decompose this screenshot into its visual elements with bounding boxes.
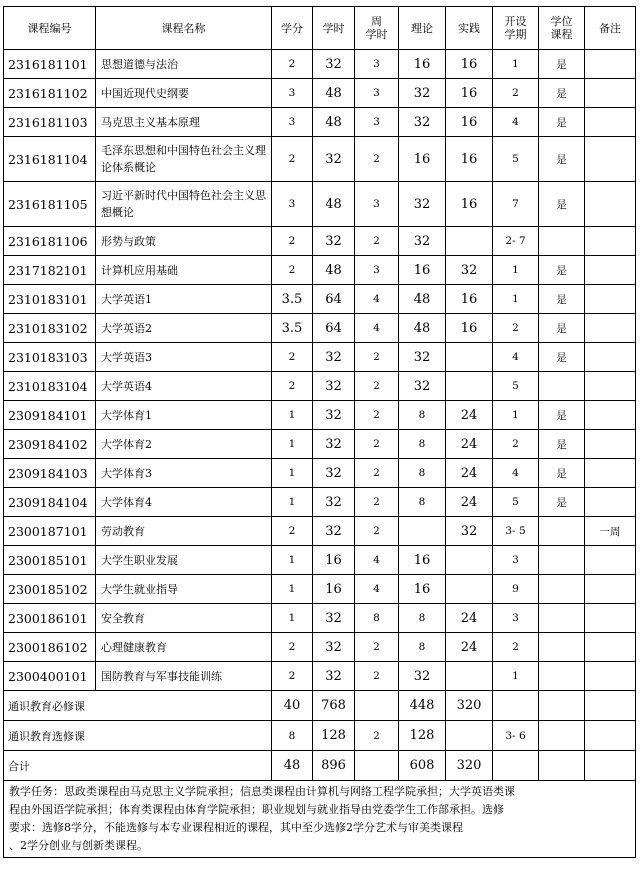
table-row [4,343,636,372]
note-line: 程由外国语学院承担；体育类课程由体育学院承担；职业规划与就业指导由党委学生工作部承担。选修 [9,803,504,816]
course-hours: 64 [313,314,355,343]
course-name: 大学体育3 [96,459,272,488]
course-remark [585,372,636,401]
course-theory: 32 [399,662,446,691]
course-degree [539,546,585,575]
summary-hours: 768 [313,691,355,721]
course-name: 大学英语3 [96,343,272,372]
course-hours: 32 [313,459,355,488]
table-row [4,314,636,343]
course-credit: 3 [272,108,313,137]
course-credit: 1 [272,575,313,604]
course-degree [539,575,585,604]
course-term: 5 [493,372,539,401]
course-credit: 1 [272,430,313,459]
course-credit: 2 [272,372,313,401]
course-term: 1 [493,401,539,430]
course-degree: 是 [539,108,585,137]
course-remark [585,401,636,430]
course-code: 2316181106 [4,227,96,256]
course-term: 4 [493,108,539,137]
course-name: 国防教育与军事技能训练 [96,662,272,691]
course-degree: 是 [539,182,585,227]
course-term: 2 [493,430,539,459]
course-practice: 16 [446,314,493,343]
table-row [4,662,636,691]
course-remark [585,285,636,314]
course-remark [585,633,636,662]
course-term: 1 [493,50,539,79]
summary-label: 通识教育选修课 [4,721,272,751]
course-weekly: 4 [355,575,399,604]
summary-credit: 48 [272,751,313,781]
table-row [4,604,636,633]
header-degree [539,7,585,50]
course-code: 2309184104 [4,488,96,517]
summary-theory: 128 [399,721,446,751]
summary-remark [585,751,636,781]
header-weekly-line2: 学时 [365,28,388,41]
course-practice: 16 [446,182,493,227]
header-credit: 学分 [272,7,313,50]
table-row [4,256,636,285]
course-remark: 一周 [585,517,636,546]
course-weekly: 4 [355,285,399,314]
summary-practice: 320 [446,691,493,721]
summary-weekly: 2 [355,721,399,751]
course-name: 大学英语2 [96,314,272,343]
course-credit: 2 [272,256,313,285]
course-practice: 16 [446,108,493,137]
course-remark [585,459,636,488]
course-hours: 48 [313,256,355,285]
course-remark [585,314,636,343]
course-practice: 16 [446,50,493,79]
course-term: 5 [493,137,539,182]
course-weekly: 2 [355,401,399,430]
header-name: 课程名称 [96,7,272,50]
course-hours: 32 [313,401,355,430]
header-theory: 理论 [399,7,446,50]
header-degree-line2: 课程 [550,28,573,41]
course-name: 大学体育2 [96,430,272,459]
course-name: 马克思主义基本原理 [96,108,272,137]
note-line: 要求：选修8学分，不能选修与本专业课程相近的课程，其中至少选修2学分艺术与审美类课程 [9,821,463,834]
summary-term [493,751,539,781]
course-hours: 16 [313,546,355,575]
course-hours: 32 [313,227,355,256]
course-practice: 32 [446,256,493,285]
course-name: 大学英语4 [96,372,272,401]
course-code: 2309184101 [4,401,96,430]
course-weekly: 2 [355,137,399,182]
course-code: 2300186101 [4,604,96,633]
course-hours: 64 [313,285,355,314]
course-code: 2310183104 [4,372,96,401]
course-theory: 8 [399,459,446,488]
course-term: 3 [493,546,539,575]
course-theory: 16 [399,546,446,575]
course-degree: 是 [539,256,585,285]
course-name: 大学生职业发展 [96,546,272,575]
course-degree [539,604,585,633]
course-degree [539,662,585,691]
course-degree [539,227,585,256]
course-degree [539,633,585,662]
course-term: 7 [493,182,539,227]
course-name: 安全教育 [96,604,272,633]
summary-practice [446,721,493,751]
course-weekly: 2 [355,430,399,459]
course-code: 2316181105 [4,182,96,227]
summary-degree [539,721,585,751]
course-code: 2317182101 [4,256,96,285]
course-weekly: 3 [355,108,399,137]
header-code: 课程编号 [4,7,96,50]
course-plan-table [3,6,635,858]
summary-row [4,691,636,721]
course-theory: 8 [399,430,446,459]
course-remark [585,662,636,691]
summary-label: 合计 [4,751,272,781]
summary-row [4,751,636,781]
table-row [4,108,636,137]
course-weekly: 3 [355,182,399,227]
course-credit: 1 [272,459,313,488]
course-weekly: 2 [355,517,399,546]
course-practice [446,343,493,372]
summary-remark [585,691,636,721]
summary-row [4,721,636,751]
header-practice: 实践 [446,7,493,50]
table-row [4,546,636,575]
course-credit: 2 [272,343,313,372]
course-remark [585,343,636,372]
course-weekly: 4 [355,314,399,343]
course-theory: 16 [399,575,446,604]
course-code: 2309184102 [4,430,96,459]
course-code: 2316181102 [4,79,96,108]
course-name: 大学生就业指导 [96,575,272,604]
summary-credit: 8 [272,721,313,751]
course-credit: 1 [272,401,313,430]
course-credit: 3 [272,79,313,108]
header-weekly-line1: 周 [371,15,382,28]
course-weekly: 2 [355,343,399,372]
course-theory: 16 [399,50,446,79]
course-term: 3 [493,604,539,633]
course-name: 大学体育4 [96,488,272,517]
course-weekly: 3 [355,256,399,285]
course-practice: 24 [446,488,493,517]
course-term: 2- 7 [493,227,539,256]
course-hours: 16 [313,575,355,604]
course-degree: 是 [539,488,585,517]
course-weekly: 3 [355,79,399,108]
course-weekly: 2 [355,372,399,401]
course-code: 2316181103 [4,108,96,137]
course-practice [446,372,493,401]
course-degree: 是 [539,343,585,372]
course-degree: 是 [539,137,585,182]
course-theory: 32 [399,227,446,256]
course-credit: 1 [272,604,313,633]
course-term: 4 [493,343,539,372]
course-code: 2316181101 [4,50,96,79]
summary-theory: 608 [399,751,446,781]
table-row [4,517,636,546]
course-hours: 32 [313,517,355,546]
course-degree: 是 [539,459,585,488]
teaching-note [4,781,636,858]
course-weekly: 2 [355,227,399,256]
course-name: 大学英语1 [96,285,272,314]
course-code: 2300400101 [4,662,96,691]
course-practice: 24 [446,459,493,488]
course-theory: 8 [399,401,446,430]
table-row [4,227,636,256]
course-degree: 是 [539,314,585,343]
course-code: 2316181104 [4,137,96,182]
course-remark [585,575,636,604]
header-row [4,7,636,50]
course-theory: 8 [399,488,446,517]
course-remark [585,137,636,182]
course-remark [585,227,636,256]
course-hours: 32 [313,633,355,662]
course-hours: 32 [313,662,355,691]
course-degree [539,517,585,546]
course-hours: 48 [313,182,355,227]
course-theory: 16 [399,137,446,182]
course-credit: 1 [272,488,313,517]
course-hours: 32 [313,488,355,517]
summary-remark [585,721,636,751]
course-weekly: 2 [355,459,399,488]
course-name: 劳动教育 [96,517,272,546]
summary-hours: 896 [313,751,355,781]
header-weekly [355,7,399,50]
course-term: 3- 5 [493,517,539,546]
summary-practice: 320 [446,751,493,781]
course-code: 2310183101 [4,285,96,314]
table-row [4,50,636,79]
course-name: 毛泽东思想和中国特色社会主义理论体系概论 [96,137,272,182]
header-remark: 备注 [585,7,636,50]
course-name: 形势与政策 [96,227,272,256]
course-weekly: 2 [355,488,399,517]
table-row [4,575,636,604]
course-remark [585,79,636,108]
course-remark [585,604,636,633]
header-term-line2: 学期 [504,28,527,41]
course-theory: 8 [399,633,446,662]
summary-weekly [355,751,399,781]
course-term: 1 [493,256,539,285]
course-term: 1 [493,662,539,691]
course-practice [446,546,493,575]
summary-label: 通识教育必修课 [4,691,272,721]
course-remark [585,430,636,459]
course-theory: 32 [399,372,446,401]
course-name: 习近平新时代中国特色社会主义思想概论 [96,182,272,227]
course-practice: 16 [446,137,493,182]
course-practice: 24 [446,430,493,459]
course-theory: 48 [399,314,446,343]
course-name: 大学体育1 [96,401,272,430]
course-remark [585,108,636,137]
course-degree [539,372,585,401]
table-row [4,488,636,517]
course-theory [399,517,446,546]
course-term: 1 [493,285,539,314]
summary-term: 3- 6 [493,721,539,751]
course-theory: 16 [399,256,446,285]
course-remark [585,50,636,79]
note-line: 教学任务：思政类课程由马克思主义学院承担；信息类课程由计算机与网络工程学院承担；大学英语类课 [9,785,515,798]
header-hours: 学时 [313,7,355,50]
course-theory: 48 [399,285,446,314]
course-remark [585,488,636,517]
course-hours: 48 [313,79,355,108]
course-name: 中国近现代史纲要 [96,79,272,108]
course-practice: 24 [446,633,493,662]
course-theory: 32 [399,79,446,108]
course-credit: 2 [272,137,313,182]
course-practice [446,575,493,604]
course-credit: 2 [272,662,313,691]
course-term: 2 [493,633,539,662]
course-credit: 3 [272,182,313,227]
course-practice: 16 [446,285,493,314]
course-code: 2300186102 [4,633,96,662]
course-term: 2 [493,79,539,108]
course-practice [446,227,493,256]
course-term: 9 [493,575,539,604]
course-credit: 3.5 [272,314,313,343]
course-remark [585,256,636,285]
course-practice: 16 [446,79,493,108]
course-practice: 24 [446,401,493,430]
table-row [4,372,636,401]
course-term: 5 [493,488,539,517]
course-hours: 32 [313,50,355,79]
course-degree: 是 [539,79,585,108]
course-theory: 32 [399,343,446,372]
note-row [4,781,636,858]
summary-degree [539,751,585,781]
table-row [4,430,636,459]
header-term [493,7,539,50]
summary-credit: 40 [272,691,313,721]
course-theory: 8 [399,604,446,633]
table-row [4,401,636,430]
course-degree: 是 [539,50,585,79]
course-remark [585,546,636,575]
course-hours: 32 [313,430,355,459]
table-row [4,137,636,182]
course-degree: 是 [539,285,585,314]
course-credit: 3.5 [272,285,313,314]
course-weekly: 2 [355,662,399,691]
summary-term [493,691,539,721]
course-name: 心理健康教育 [96,633,272,662]
course-practice: 32 [446,517,493,546]
course-weekly: 3 [355,50,399,79]
course-practice [446,662,493,691]
course-term: 4 [493,459,539,488]
course-hours: 32 [313,604,355,633]
course-weekly: 4 [355,546,399,575]
table-row [4,182,636,227]
table-row [4,459,636,488]
course-name: 思想道德与法治 [96,50,272,79]
note-line: 、2学分创业与创新类课程。 [9,839,148,852]
table-row [4,285,636,314]
course-weekly: 2 [355,633,399,662]
course-hours: 32 [313,372,355,401]
course-code: 2310183102 [4,314,96,343]
course-theory: 32 [399,108,446,137]
course-credit: 2 [272,633,313,662]
summary-degree [539,691,585,721]
summary-theory: 448 [399,691,446,721]
course-code: 2300185102 [4,575,96,604]
course-remark [585,182,636,227]
course-code: 2300187101 [4,517,96,546]
course-code: 2300185101 [4,546,96,575]
summary-weekly [355,691,399,721]
course-hours: 32 [313,343,355,372]
course-credit: 1 [272,546,313,575]
course-hours: 48 [313,108,355,137]
course-name: 计算机应用基础 [96,256,272,285]
course-practice: 24 [446,604,493,633]
header-term-line1: 开设 [504,15,527,28]
course-code: 2309184103 [4,459,96,488]
table-row [4,79,636,108]
table-row [4,633,636,662]
course-hours: 32 [313,137,355,182]
course-credit: 2 [272,517,313,546]
course-credit: 2 [272,50,313,79]
course-code: 2310183103 [4,343,96,372]
course-degree: 是 [539,401,585,430]
summary-hours: 128 [313,721,355,751]
course-term: 2 [493,314,539,343]
course-degree: 是 [539,430,585,459]
header-degree-line1: 学位 [550,15,573,28]
course-credit: 2 [272,227,313,256]
course-weekly: 8 [355,604,399,633]
course-theory: 32 [399,182,446,227]
